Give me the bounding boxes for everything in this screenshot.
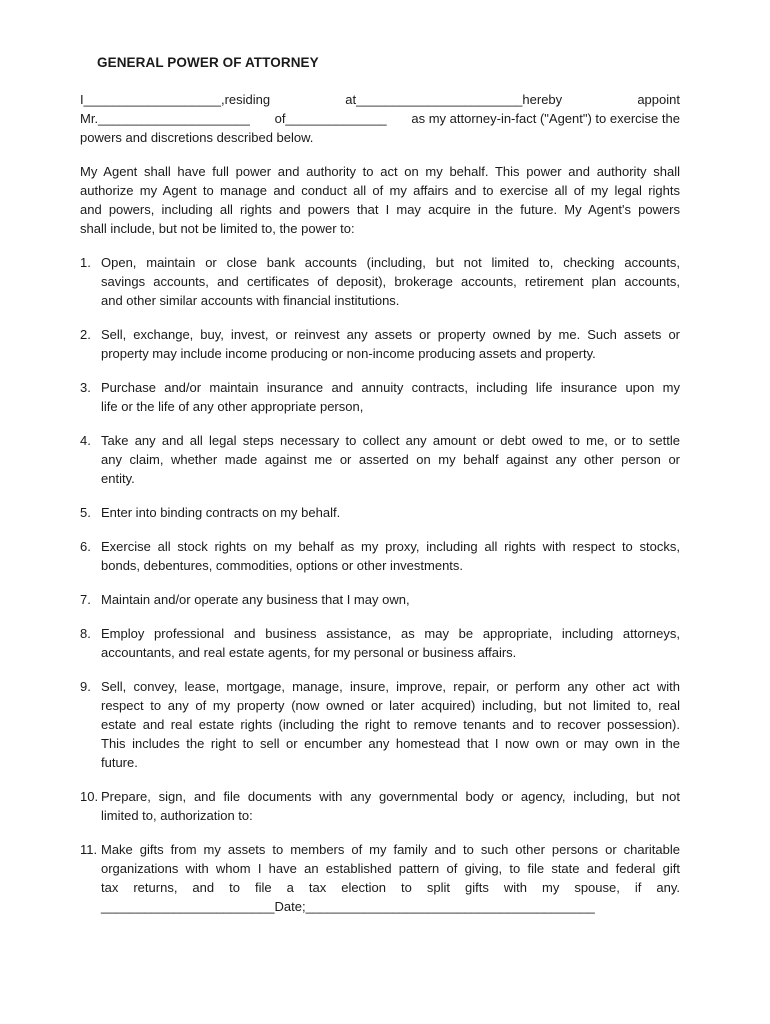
list-item-line: Make gifts from my assets to members of my family and to such other persons or charitable <box>101 842 680 857</box>
paragraph-line: and powers, including all rights and powers that I may acquire in the future. My Agent's powers <box>80 202 680 217</box>
list-item-body <box>101 325 680 363</box>
list-item-number: 7. <box>80 592 91 607</box>
list-item-number: 5. <box>80 505 91 520</box>
list-item-body <box>101 503 680 522</box>
list-item-number: 6. <box>80 539 91 554</box>
list-item-body <box>101 624 680 662</box>
list-item <box>80 537 680 575</box>
list-item-body <box>101 537 680 575</box>
list-item-line: Purchase and/or maintain insurance and annuity contracts, including life insurance upon my <box>101 380 680 395</box>
list-item-number: 9. <box>80 679 91 694</box>
intro-line-1 <box>80 90 680 109</box>
list-item-line: Open, maintain or close bank accounts (including, but not limited to, checking accounts, <box>101 255 680 270</box>
list-item-number: 1. <box>80 255 91 270</box>
list-item <box>80 253 680 310</box>
list-item-line: Take any and all legal steps necessary to collect any amount or debt owed to me, or to settle <box>101 433 680 448</box>
list-item-number: 10. <box>80 789 99 804</box>
list-item-line: Exercise all stock rights on my behalf as my proxy, including all rights with respect to stocks, <box>101 539 680 554</box>
list-item-line: limited to, authorization to: <box>101 808 253 823</box>
paragraph-line: authorize my Agent to manage and conduct all of my affairs and to exercise all of my legal rights <box>80 183 680 198</box>
list-item <box>80 503 680 522</box>
list-item-body <box>101 787 680 825</box>
intro-line-3: powers and discretions described below. <box>80 130 314 145</box>
intro-paragraph <box>80 90 680 147</box>
paragraph-line: My Agent shall have full power and authority to act on my behalf. This power and authority shall <box>80 164 680 179</box>
intro-name-blank: I___________________,residing <box>80 92 271 107</box>
powers-list <box>80 253 680 916</box>
intro-appoint-text: appoint <box>637 92 680 107</box>
list-item <box>80 378 680 416</box>
list-item-line: any claim, whether made against me or asserted on my behalf against any other person or <box>101 452 680 467</box>
paragraph-line: shall include, but not be limited to, the power to: <box>80 221 355 236</box>
intro-agent-role-text: as my attorney-in-fact ("Agent") to exercise the <box>411 111 680 126</box>
list-item-line: entity. <box>101 471 135 486</box>
agent-authority-paragraph <box>80 162 680 238</box>
list-item-line: tax returns, and to file a tax election to split gifts with my spouse, if any. <box>101 880 680 895</box>
list-item-line: life or the life of any other appropriate person, <box>101 399 364 414</box>
list-item <box>80 624 680 662</box>
list-item-line: accountants, and real estate agents, for my personal or business affairs. <box>101 645 517 660</box>
list-item-body <box>101 431 680 488</box>
list-item <box>80 431 680 488</box>
list-item <box>80 840 680 916</box>
list-item-line: savings accounts, and certificates of deposit), brokerage accounts, retirement plan accounts, <box>101 274 680 289</box>
list-item-number: 11. <box>80 842 98 857</box>
list-item-line: bonds, debentures, commodities, options or other investments. <box>101 558 464 573</box>
list-item-number: 2. <box>80 327 91 342</box>
list-item-line: Enter into binding contracts on my behalf. <box>101 505 341 520</box>
list-item-number: 4. <box>80 433 91 448</box>
list-item-line: Employ professional and business assistance, as may be appropriate, including attorneys, <box>101 626 680 641</box>
list-item-line: and other similar accounts with financial institutions. <box>101 293 400 308</box>
list-item-line: property may include income producing or non-income producing assets and property. <box>101 346 596 361</box>
list-item-body <box>101 677 680 772</box>
list-item-body <box>101 590 680 609</box>
list-item <box>80 787 680 825</box>
list-item-line: Prepare, sign, and file documents with any governmental body or agency, including, but not <box>101 789 680 804</box>
list-item-line: ________________________Date;________________________________________ <box>101 899 595 914</box>
list-item-line: estate and real estate rights (including the right to remove tenants and to recover possession). <box>101 717 680 732</box>
list-item-line: respect to any of my property (now owned or later acquired) including, but not limited to, real <box>101 698 680 713</box>
list-item <box>80 325 680 363</box>
list-item-line: Sell, convey, lease, mortgage, manage, insure, improve, repair, or perform any other act with <box>101 679 680 694</box>
intro-agent-address-blank: of______________ <box>274 111 387 126</box>
intro-agent-name-blank: Mr._____________________ <box>80 111 250 126</box>
intro-address-blank: at_______________________hereby <box>345 92 563 107</box>
list-item <box>80 677 680 772</box>
list-item-body <box>101 840 680 916</box>
list-item-body <box>101 253 680 310</box>
list-item-line: Sell, exchange, buy, invest, or reinvest any assets or property owned by me. Such assets or <box>101 327 680 342</box>
list-item-line: Maintain and/or operate any business that I may own, <box>101 592 410 607</box>
list-item-number: 3. <box>80 380 91 395</box>
list-item <box>80 590 680 609</box>
list-item-body <box>101 378 680 416</box>
list-item-line: organizations with whom I have an established pattern of giving, to file state and federal gift <box>101 861 680 876</box>
page-title: GENERAL POWER OF ATTORNEY <box>97 55 319 70</box>
intro-line-2 <box>80 109 680 128</box>
list-item-line: future. <box>101 755 138 770</box>
document-body <box>80 90 680 931</box>
list-item-line: This includes the right to sell or encumber any homestead that I now own or may own in the <box>101 736 680 751</box>
list-item-number: 8. <box>80 626 91 641</box>
